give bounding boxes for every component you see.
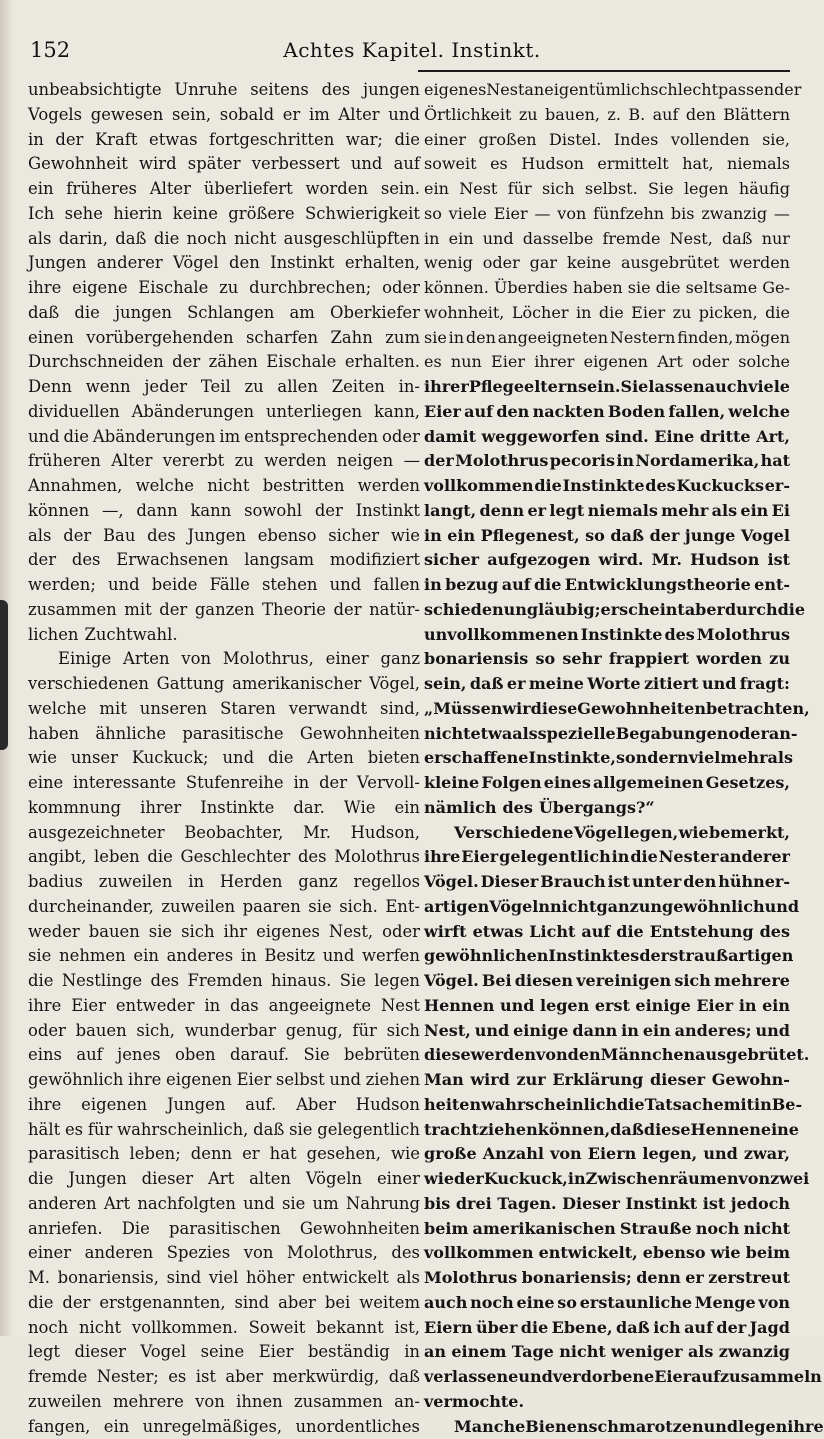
text-line: der Molothrus pecoris in Nordamerika, hat xyxy=(424,449,790,474)
text-line: ihre eigene Eischale zu durchbrechen; oder xyxy=(28,276,420,301)
text-line: angibt, leben die Geschlechter des Molothrus xyxy=(28,845,420,870)
text-line: unvollkommenen Instinkte des Molothrus xyxy=(424,623,790,648)
text-line: fangen, ein unregelmäßiges, unordentliches xyxy=(28,1415,420,1439)
text-line: soweit es Hudson ermittelt hat, niemals xyxy=(424,152,790,177)
text-line: bis drei Tagen. Dieser Instinkt ist jedoch xyxy=(424,1192,790,1217)
text-line: Gewohnheit wird später verbessert und auf xyxy=(28,152,420,177)
text-line: beim amerikanischen Strauße noch nicht xyxy=(424,1217,790,1242)
text-line: Ich sehe hierin keine größere Schwierigkeit xyxy=(28,202,420,227)
text-line: Man wird zur Erklärung dieser Gewohn- xyxy=(424,1068,790,1093)
text-line: hält es für wahrscheinlich, daß sie gelegentlich xyxy=(28,1118,420,1143)
text-line: tracht ziehen können, daß diese Hennen eine xyxy=(424,1118,790,1143)
text-line: vermochte. xyxy=(424,1390,790,1415)
right-text-column xyxy=(424,78,790,1439)
text-line: sicher aufgezogen wird. Mr. Hudson ist xyxy=(424,548,790,573)
text-line: die Jungen dieser Art alten Vögeln einer xyxy=(28,1167,420,1192)
text-line: können. Überdies haben sie die seltsame Ge- xyxy=(424,276,790,301)
text-line: anriefen. Die parasitischen Gewohnheiten xyxy=(28,1217,420,1242)
text-line: noch nicht vollkommen. Soweit bekannt ist, xyxy=(28,1316,420,1341)
text-line: oder bauen sich, wunderbar genug, für sich xyxy=(28,1019,420,1044)
text-line: weder bauen sie sich ihr eigenes Nest, oder xyxy=(28,920,420,945)
text-line: eine interessante Stufenreihe in der Vervoll- xyxy=(28,771,420,796)
text-line: diese werden von den Männchen ausgebrütet. xyxy=(424,1043,790,1068)
text-line: Jungen anderer Vögel den Instinkt erhalten, xyxy=(28,251,420,276)
text-line: Eier auf den nackten Boden fallen, welche xyxy=(424,400,790,425)
left-text-column xyxy=(28,78,420,1439)
running-title: Achtes Kapitel. Instinkt. xyxy=(0,38,824,62)
text-line: Verschiedene Vögel legen, wie bemerkt, xyxy=(424,821,790,846)
text-line: als der Bau des Jungen ebenso sicher wie xyxy=(28,524,420,549)
text-line: verlassene und verdorbene Eier aufzusammeln xyxy=(424,1365,790,1390)
text-line: Vögel. Dieser Brauch ist unter den hühner- xyxy=(424,870,790,895)
text-line: in ein und dasselbe fremde Nest, daß nur xyxy=(424,227,790,252)
text-line: parasitisch leben; denn er hat gesehen, wie xyxy=(28,1142,420,1167)
text-line: ihrer Pflegeeltern sein. Sie lassen auch viele xyxy=(424,375,790,400)
text-line: einer großen Distel. Indes vollenden sie, xyxy=(424,128,790,153)
text-line: langt, denn er legt niemals mehr als ein Ei xyxy=(424,499,790,524)
text-line: heiten wahrscheinlich die Tatsache mit in Be- xyxy=(424,1093,790,1118)
text-line: welche mit unseren Staren verwandt sind, xyxy=(28,697,420,722)
text-line: können —, dann kann sowohl der Instinkt xyxy=(28,499,420,524)
text-line: fremde Nester; es ist aber merkwürdig, daß xyxy=(28,1365,420,1390)
text-line: vollkommen die Instinkte des Kuckucks er- xyxy=(424,474,790,499)
text-line: badius zuweilen in Herden ganz regellos xyxy=(28,870,420,895)
text-line: ein Nest für sich selbst. Sie legen häufig xyxy=(424,177,790,202)
text-line: ihre eigenen Jungen auf. Aber Hudson xyxy=(28,1093,420,1118)
text-line: große Anzahl von Eiern legen, und zwar, xyxy=(424,1142,790,1167)
text-line: wie unser Kuckuck; und die Arten bieten xyxy=(28,746,420,771)
text-line: wenig oder gar keine ausgebrütet werden xyxy=(424,251,790,276)
text-line: und die Abänderungen im entsprechenden oder xyxy=(28,425,420,450)
text-line: die der erstgenannten, sind aber bei weitem xyxy=(28,1291,420,1316)
text-line: Hennen und legen erst einige Eier in ein xyxy=(424,994,790,1019)
text-line: Eiern über die Ebene, daß ich auf der Jagd xyxy=(424,1316,790,1341)
text-line: nicht etwa als spezielle Begabungen oder an- xyxy=(424,722,790,747)
text-line: artigen Vögeln nicht ganz ungewöhnlich und xyxy=(424,895,790,920)
text-line: wie der Kuckuck, in Zwischenräumen von zwei xyxy=(424,1167,790,1192)
header-rule xyxy=(418,70,790,72)
text-line: Manche Bienen schmarotzen und legen ihre xyxy=(424,1415,790,1439)
text-line: werden; und beide Fälle stehen und fallen xyxy=(28,573,420,598)
text-line: Örtlichkeit zu bauen, z. B. auf den Blättern xyxy=(424,103,790,128)
page-number: 152 xyxy=(30,38,70,62)
text-line: einen vorübergehenden scharfen Zahn zum xyxy=(28,326,420,351)
text-line: zusammen mit der ganzen Theorie der natür- xyxy=(28,598,420,623)
text-line: sein, daß er meine Worte zitiert und fragt: xyxy=(424,672,790,697)
text-line: auch noch eine so erstaunliche Menge von xyxy=(424,1291,790,1316)
text-line: früheren Alter vererbt zu werden neigen — xyxy=(28,449,420,474)
text-line: ausgezeichneter Beobachter, Mr. Hudson, xyxy=(28,821,420,846)
text-line: in ein Pflegenest, so daß der junge Vogel xyxy=(424,524,790,549)
text-line: Durchschneiden der zähen Eischale erhalten. xyxy=(28,350,420,375)
text-line: Vögel. Bei diesen vereinigen sich mehrere xyxy=(424,969,790,994)
text-line: es nun Eier ihrer eigenen Art oder solche xyxy=(424,350,790,375)
text-line: ihre Eier entweder in das angeeignete Nest xyxy=(28,994,420,1019)
text-line: M. bonariensis, sind viel höher entwickelt als xyxy=(28,1266,420,1291)
text-line: einer anderen Spezies von Molothrus, des xyxy=(28,1241,420,1266)
text-line: wohnheit, Löcher in die Eier zu picken, die xyxy=(424,301,790,326)
text-line: so viele Eier — von fünfzehn bis zwanzig — xyxy=(424,202,790,227)
text-line: nämlich des Übergangs?“ xyxy=(424,796,790,821)
text-line: vollkommen entwickelt, ebenso wie beim xyxy=(424,1241,790,1266)
text-line: die Nestlinge des Fremden hinaus. Sie legen xyxy=(28,969,420,994)
text-line: eigenes Nest an eigentümlich schlecht passender xyxy=(424,78,790,103)
text-line: ein früheres Alter überliefert worden sein. xyxy=(28,177,420,202)
text-line: gewöhnlichen Instinktes der straußartigen xyxy=(424,944,790,969)
text-line: kommnung ihrer Instinkte dar. Wie ein xyxy=(28,796,420,821)
text-line: zuweilen mehrere von ihnen zusammen an- xyxy=(28,1390,420,1415)
text-line: Denn wenn jeder Teil zu allen Zeiten in- xyxy=(28,375,420,400)
text-line: erschaffene Instinkte, sondern vielmehr als xyxy=(424,746,790,771)
text-line: wirft etwas Licht auf die Entstehung des xyxy=(424,920,790,945)
text-line: in der Kraft etwas fortgeschritten war; die xyxy=(28,128,420,153)
text-line: durcheinander, zuweilen paaren sie sich. Ent- xyxy=(28,895,420,920)
text-line: an einem Tage nicht weniger als zwanzig xyxy=(424,1340,790,1365)
text-line: verschiedenen Gattung amerikanischer Vögel, xyxy=(28,672,420,697)
text-line: Annahmen, welche nicht bestritten werden xyxy=(28,474,420,499)
text-line: Einige Arten von Molothrus, einer ganz xyxy=(28,647,420,672)
text-line: Molothrus bonariensis; denn er zerstreut xyxy=(424,1266,790,1291)
text-line: unbeabsichtigte Unruhe seitens des jungen xyxy=(28,78,420,103)
text-line: Vogels gewesen sein, sobald er im Alter und xyxy=(28,103,420,128)
text-line: sie in den angeeigneten Nestern finden, mögen xyxy=(424,326,790,351)
text-line: der des Erwachsenen langsam modifiziert xyxy=(28,548,420,573)
text-line: Nest, und einige dann in ein anderes; und xyxy=(424,1019,790,1044)
page-header xyxy=(0,38,824,68)
text-line: ihre Eier gelegentlich in die Nester anderer xyxy=(424,845,790,870)
text-line: kleine Folgen eines allgemeinen Gesetzes, xyxy=(424,771,790,796)
text-line: dividuellen Abänderungen unterliegen kann, xyxy=(28,400,420,425)
text-line: daß die jungen Schlangen am Oberkiefer xyxy=(28,301,420,326)
text-line: schieden ungläubig; er scheint aber durch die xyxy=(424,598,790,623)
text-line: als darin, daß die noch nicht ausgeschlüpften xyxy=(28,227,420,252)
text-line: in bezug auf die Entwicklungstheorie ent- xyxy=(424,573,790,598)
scan-edge-mark xyxy=(0,600,8,750)
text-line: gewöhnlich ihre eigenen Eier selbst und ziehen xyxy=(28,1068,420,1093)
text-line: bonariensis so sehr frappiert worden zu xyxy=(424,647,790,672)
text-line: anderen Art nachfolgten und sie um Nahrung xyxy=(28,1192,420,1217)
text-line: „Müssen wir diese Gewohnheiten betrachten, xyxy=(424,697,790,722)
text-line: damit weggeworfen sind. Eine dritte Art, xyxy=(424,425,790,450)
text-line: haben ähnliche parasitische Gewohnheiten xyxy=(28,722,420,747)
text-line: eins auf jenes oben darauf. Sie bebrüten xyxy=(28,1043,420,1068)
text-line: sie nehmen ein anderes in Besitz und werfen xyxy=(28,944,420,969)
text-line: legt dieser Vogel seine Eier beständig in xyxy=(28,1340,420,1365)
text-line: lichen Zuchtwahl. xyxy=(28,623,420,648)
